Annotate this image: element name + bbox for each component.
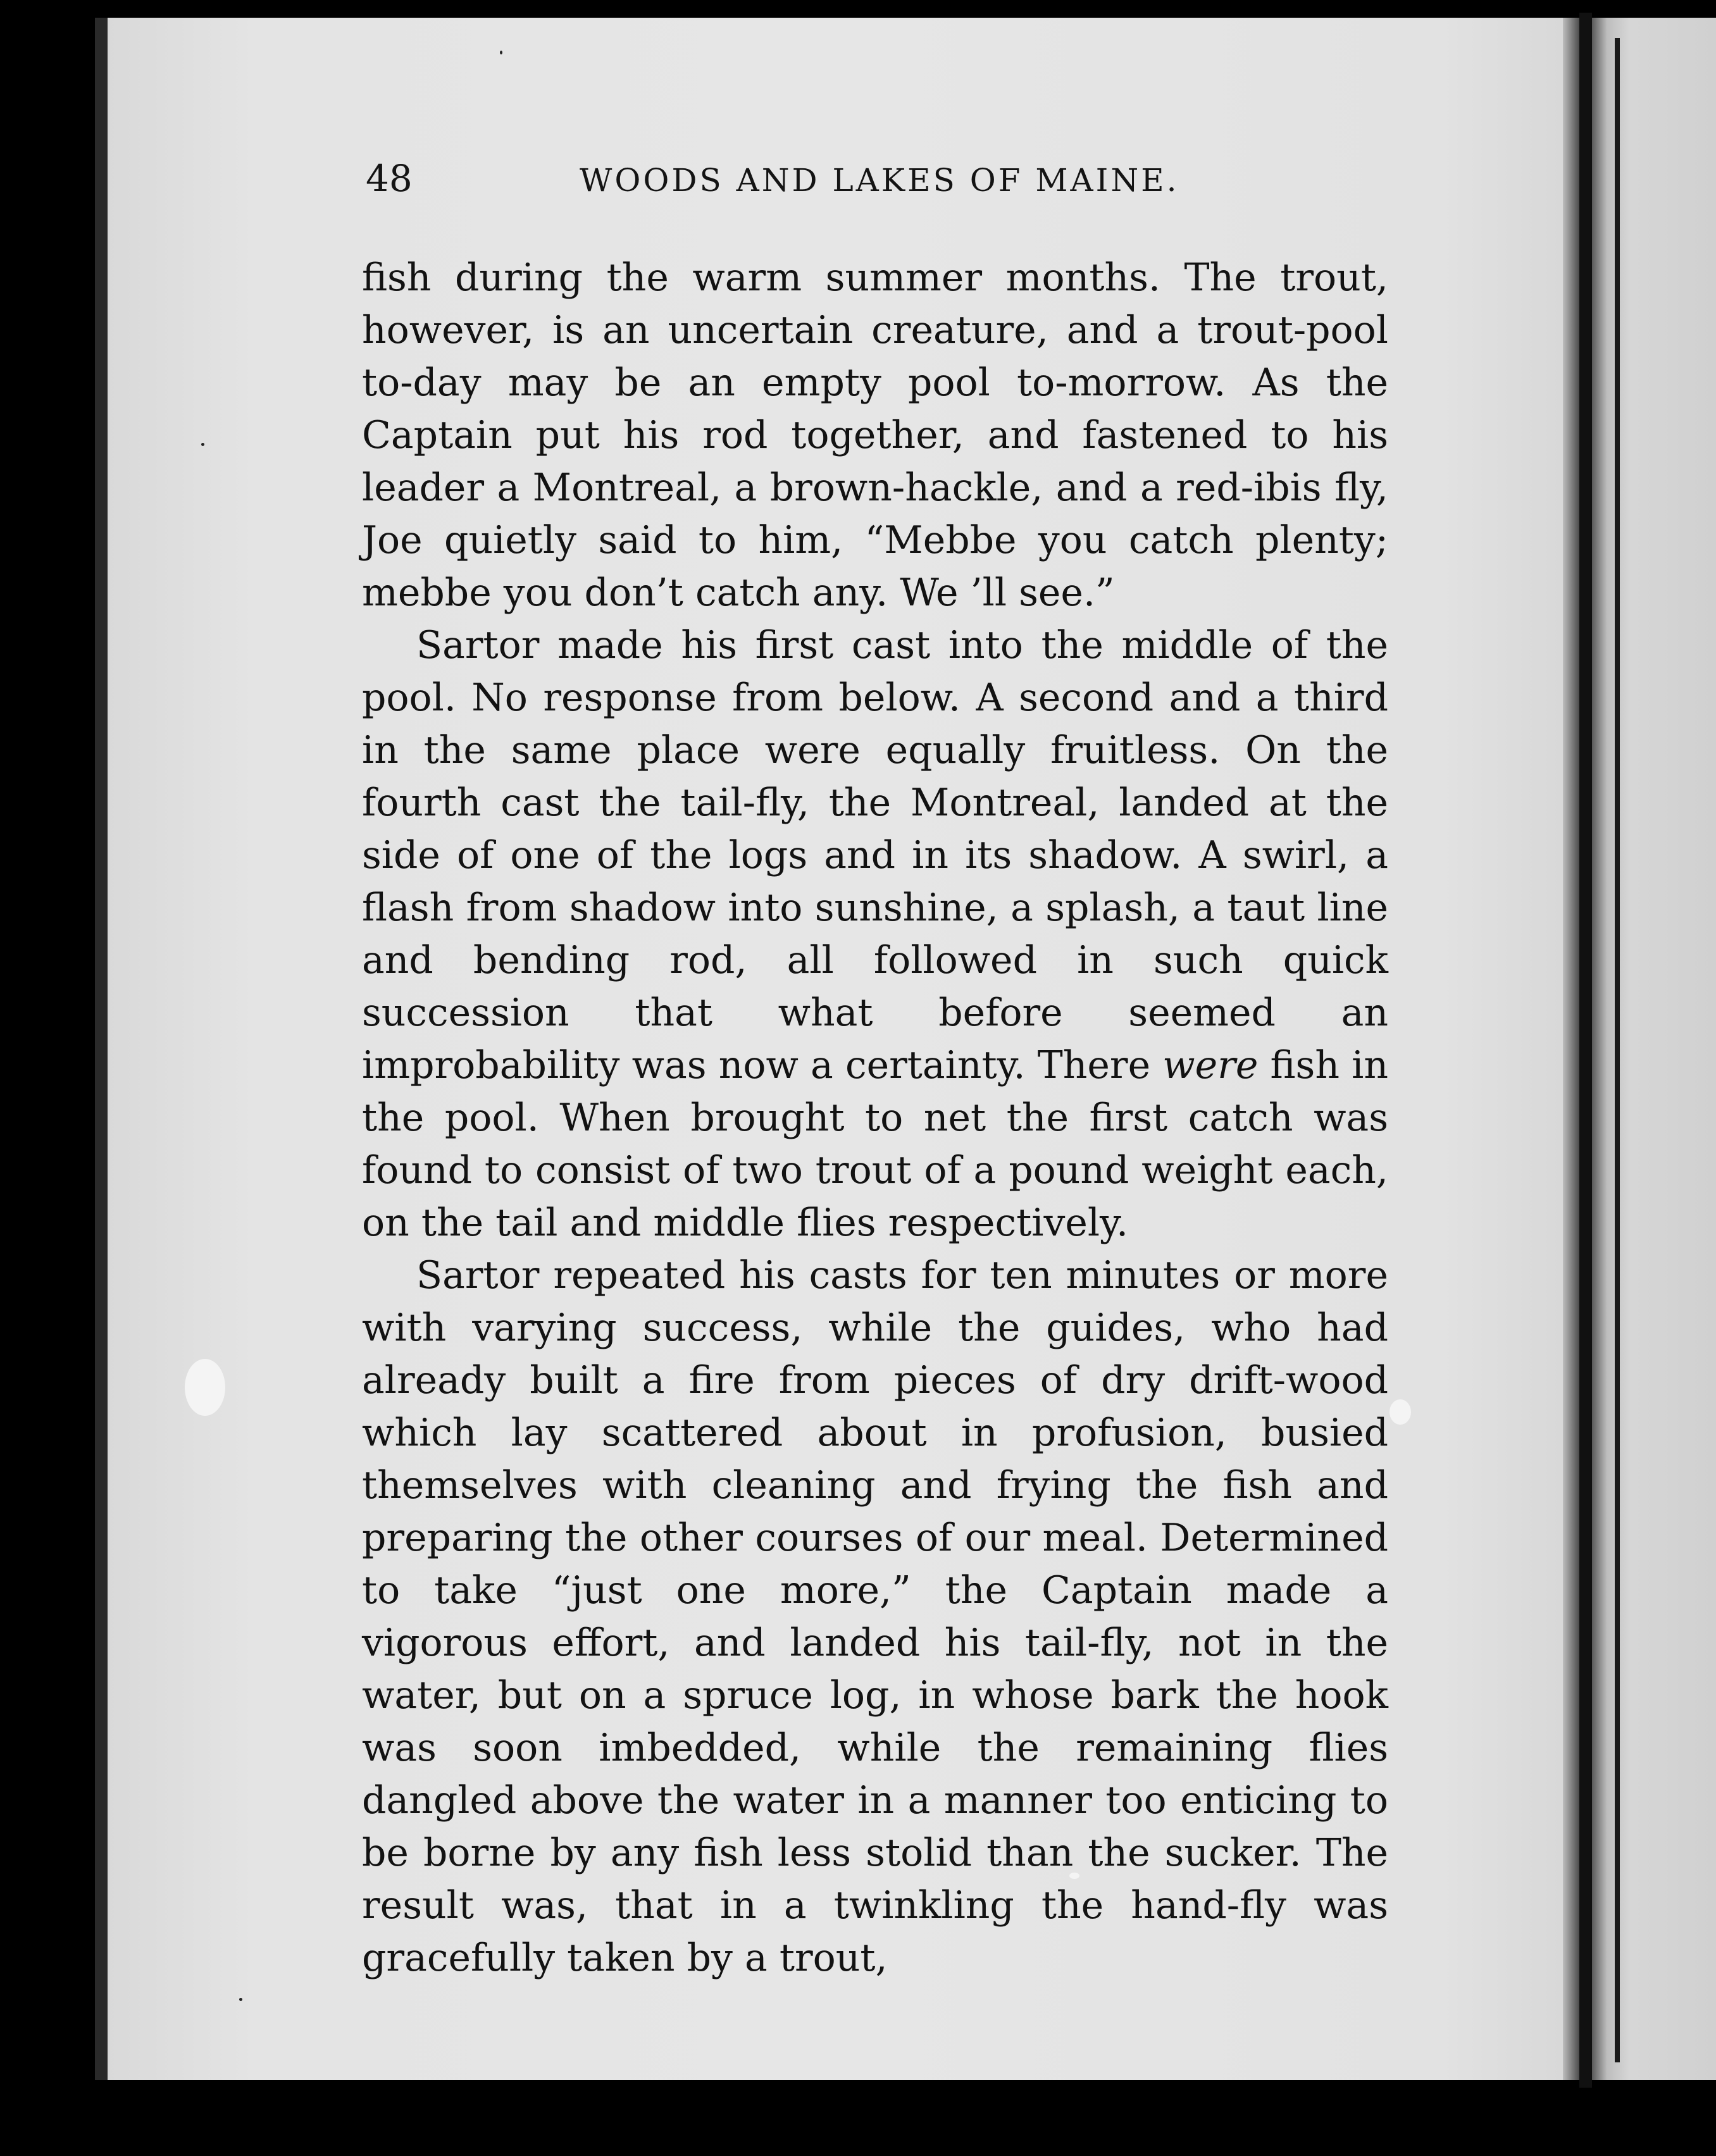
- emphasized-word: were: [1162, 1043, 1259, 1087]
- body-text: [362, 252, 1388, 1985]
- paragraph-2-end: fish in the pool. When brought to net the first catch was found to consist of two trout of a pound weight each, on the tail and middle flies respectively.: [362, 1043, 1388, 1245]
- running-head-title: WOODS AND LAKES OF MAINE.: [580, 162, 1179, 199]
- paragraph-3: Sartor repeated his casts for ten minutes or more with varying success, while the guides, who had already built a fire from pieces of dry drift-wood which lay scattered about in profusion, busied themselves with cleaning and frying the fish and preparing the other courses of our meal. Determined to take “just one more,” the Captain made a vigorous effort, and landed his tail-fly, not in the water, but on a spruce log, in whose bark the hook was soon imbedded, while the remaining flies dangled above the water in a manner too enticing to be borne by any fish less stolid than the sucker. The result was, that in a twinkling the hand-fly was gracefully taken by a trout,: [362, 1253, 1388, 1980]
- facing-page-rule: [1615, 38, 1620, 2062]
- paper-dot: [239, 1998, 242, 2001]
- page-left-edge: [95, 18, 109, 2080]
- running-head: [366, 157, 1188, 208]
- paper-blemish: [185, 1359, 225, 1416]
- paragraph-2: [362, 619, 1388, 1249]
- paper-dot: [201, 443, 204, 446]
- paper-dot: [500, 51, 502, 54]
- page-number: 48: [366, 157, 413, 200]
- paper-blemish: [1390, 1399, 1411, 1425]
- paragraph-2-start: Sartor made his first cast into the middle of the pool. No response from below. A second and a third in the same place were equally fruitless. On the fourth cast the tail-fly, the Montreal, landed at the side of one of the logs and in its shadow. A swirl, a flash from shadow into sunshine, a splash, a taut line and bending rod, all followed in such quick succession that what before seemed an improbability was now a certainty. There: [362, 623, 1388, 1087]
- book-spine: [1579, 13, 1592, 2088]
- paragraph-1: fish during the warm summer months. The trout, however, is an uncertain creature, and a trout-pool to-day may be an empty pool to-morrow. As the Captain put his rod together, and fastened to his leader a Montreal, a brown-hackle, and a red-ibis fly, Joe quietly said to him, “Mebbe you catch plenty; mebbe you don’t catch any. We ’ll see.”: [362, 256, 1388, 615]
- facing-page-edge: [1592, 18, 1716, 2080]
